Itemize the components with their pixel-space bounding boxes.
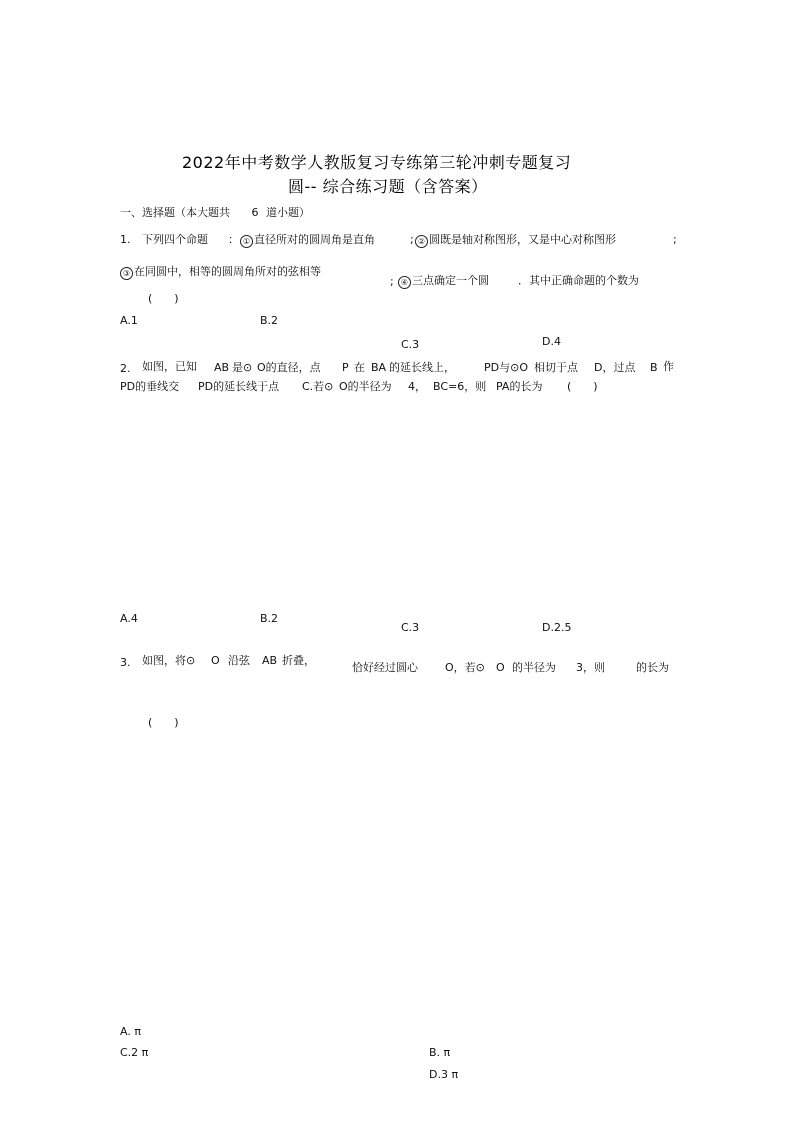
q2-line2-3: C.若⊙ [302, 380, 334, 393]
q2-line2-7: PA的长为 [496, 380, 543, 393]
q1-s3-text: 在同圆中，相等的圆周角所对的弦相等 [134, 265, 321, 278]
q3-text-3: 沿弦 [228, 654, 250, 667]
q3-text-7: O，若⊙ [445, 661, 485, 674]
q1-s2-text: 圆既是轴对称图形，又是中心对称图形 [429, 233, 616, 246]
q1-question-text: ．其中正确命题的个数为 [518, 274, 639, 287]
q2-option-c: C.3 [401, 621, 420, 634]
circled-three-icon: ③ [120, 267, 133, 280]
section-label: 一、选择题（本大题共 [120, 206, 230, 219]
q1-statement-1 [240, 233, 375, 248]
q2-text-13: 作 [663, 360, 674, 373]
doc-title-line1: 2022年中考数学人教版复习专练第三轮冲刺专题复习 [182, 153, 572, 172]
q2-text-6: 在 [354, 361, 365, 374]
q1-option-a: A.1 [120, 314, 138, 327]
q2-option-d: D.2.5 [542, 621, 572, 634]
q1-lead: 下列四个命题 [142, 233, 208, 246]
q2-line2-2: PD的延长线于点 [198, 380, 280, 393]
q1-sep-1: ; [410, 233, 414, 246]
q3-option-c: C.2 π [120, 1046, 149, 1059]
q3-text-10: 3，则 [576, 661, 605, 674]
q1-statement-3 [120, 265, 321, 280]
q2-line2-1: PD的垂线交 [120, 380, 180, 393]
q1-sep-2: ; [673, 233, 677, 246]
q2-text-5: P [342, 361, 349, 374]
q1-statement-2 [415, 233, 616, 248]
q3-text-2: O [211, 654, 220, 667]
q1-sep-3: ; [390, 275, 394, 288]
q2-line2-8: ( ) [567, 380, 598, 393]
doc-title-line2: 圆-- 综合练习题（含答案） [288, 177, 488, 196]
circled-one-icon: ① [240, 235, 253, 248]
q2-text-10: 相切于点 [534, 361, 578, 374]
q2-text-4: O的直径，点 [257, 361, 321, 374]
q2-text-7: BA [371, 361, 387, 374]
circled-four-icon: ④ [398, 276, 411, 289]
q1-option-d: D.4 [542, 335, 561, 348]
q3-option-b: B. π [429, 1046, 451, 1059]
q1-s1-text: 直径所对的圆周角是直角 [254, 233, 375, 246]
q3-text-1: 如图，将⊙ [142, 654, 196, 667]
q1-option-c: C.3 [401, 338, 420, 351]
section-suffix: 道小题） [266, 206, 310, 219]
q2-text-3: 是⊙ [232, 361, 253, 374]
q1-statement-4 [398, 274, 489, 289]
q1-option-b: B.2 [260, 314, 279, 327]
q3-text-6: 恰好经过圆心 [352, 661, 418, 674]
q2-option-b: B.2 [260, 612, 279, 625]
q2-text-8: 的延长线上， [389, 361, 455, 374]
q2-text-1: 如图，已知 [142, 360, 197, 373]
q2-line2-5: 4， [408, 380, 426, 393]
q1-number: 1. [120, 233, 131, 246]
q2-line2-4: O的半径为 [339, 380, 392, 393]
q3-number: 3. [120, 656, 131, 669]
q3-text-5: 折叠， [282, 654, 315, 667]
section-heading [120, 206, 310, 220]
q1-s4-text: 三点确定一个圆 [412, 274, 489, 287]
circled-two-icon: ② [415, 235, 428, 248]
q1-colon: ： [228, 233, 239, 246]
q3-answer-paren: ( ) [148, 716, 179, 729]
q2-text-9: PD与⊙O [484, 361, 528, 374]
q2-text-12: B [650, 361, 658, 374]
q3-text-9: 的半径为 [512, 661, 556, 674]
section-count: 6 [251, 206, 259, 219]
q3-text-4: AB [262, 654, 278, 667]
q3-option-d: D.3 π [429, 1068, 459, 1081]
q2-line2-6: BC=6，则 [433, 380, 487, 393]
q2-text-2: AB [214, 361, 230, 374]
q2-number: 2. [120, 362, 131, 375]
q1-answer-paren: ( ) [148, 292, 179, 305]
q3-option-a: A. π [120, 1025, 141, 1038]
q2-option-a: A.4 [120, 612, 138, 625]
q3-text-8: O [496, 661, 505, 674]
q2-text-11: D，过点 [594, 361, 636, 374]
q3-text-11: 的长为 [636, 661, 669, 674]
